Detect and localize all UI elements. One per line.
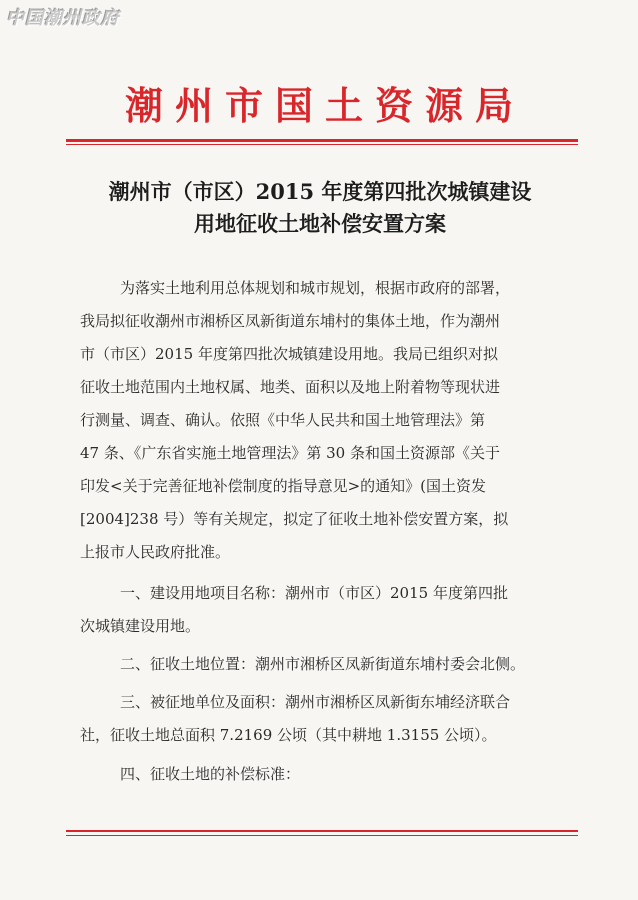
- body-line: 次城镇建设用地。: [80, 617, 201, 635]
- document-title-line-2: 用地征收土地补偿安置方案: [194, 211, 446, 236]
- agency-letterhead-title: 潮州市国土资源局: [124, 83, 525, 128]
- body-line: 社，征收土地总面积 7.2169 公顷（其中耕地 1.3155 公顷）。: [80, 726, 497, 744]
- document-title: [60, 176, 580, 240]
- section-heading-location: 二、征收土地位置：潮州市湘桥区凤新街道东埔村委会北侧。: [120, 655, 526, 673]
- body-line: 我局拟征收潮州市湘桥区凤新街道东埔村的集体土地，作为潮州: [80, 312, 501, 330]
- body-line: 上报市人民政府批准。: [80, 543, 231, 561]
- body-line: 47 条、《广东省实施土地管理法》第 30 条和国土资源部《关于: [80, 444, 500, 462]
- body-line: 行测量、调查、确认。依照《中华人民共和国土地管理法》第: [80, 411, 486, 429]
- body-line: 市（市区）2015 年度第四批次城镇建设用地。我局已组织对拟: [80, 345, 498, 363]
- section-heading-area: 三、被征地单位及面积：潮州市湘桥区凤新街东埔经济联合: [120, 693, 511, 711]
- body-line: [2004]238 号）等有关规定，拟定了征收土地补偿安置方案，拟: [80, 510, 509, 528]
- section-heading-compensation: 四、征收土地的补偿标准：: [120, 765, 301, 783]
- body-line: 印发<关于完善征地补偿制度的指导意见>的通知》(国土资发: [80, 477, 486, 495]
- section-heading-project-name: 一、建设用地项目名称：潮州市（市区）2015 年度第四批: [120, 584, 508, 602]
- body-line: 征收土地范围内土地权属、地类、面积以及地上附着物等现状进: [80, 378, 501, 396]
- watermark-text: 中国潮州政府: [6, 8, 120, 29]
- letterhead-red-rule-thick: [66, 139, 578, 142]
- document-title-line-1: 潮州市（市区）2015 年度第四批次城镇建设: [108, 179, 532, 204]
- footer-red-rule-thick: [66, 830, 578, 832]
- footer-red-rule-thin: [66, 835, 578, 836]
- letterhead-red-rule-thin: [66, 144, 578, 145]
- body-line: 为落实土地利用总体规划和城市规划，根据市政府的部署，: [120, 279, 511, 297]
